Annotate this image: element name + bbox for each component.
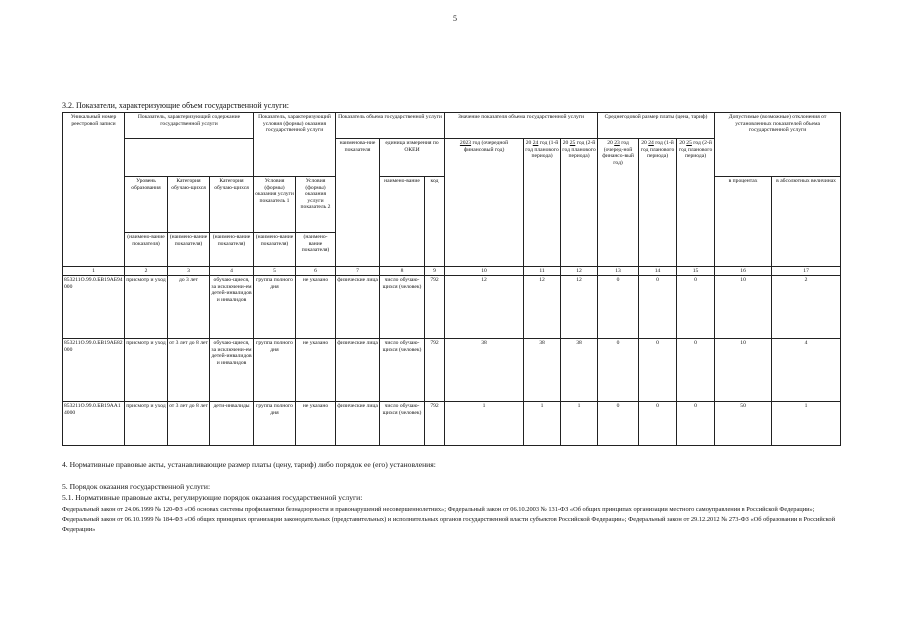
cell-student-category: от 3 лет до 8 лет <box>168 339 210 402</box>
header-unit-name: наимено-вание <box>380 177 425 267</box>
col-number: 14 <box>639 267 677 276</box>
col-number: 10 <box>445 267 524 276</box>
name-note: (наимено-вание показателя) <box>210 233 254 267</box>
section-5-1-heading: 5.1. Нормативные правовые акты, регулирующие порядок оказания государственной услуги: <box>62 493 363 502</box>
cell-value-y2: 12 <box>524 276 561 339</box>
cell-education-level: присмотр и уход <box>125 402 168 446</box>
cell-student-category-2: обучаю-щиеся, за исключени-ем детей-инвалидов и инвалидов <box>210 276 254 339</box>
header-absolute: в абсолютных величинах <box>772 177 841 267</box>
col-number: 12 <box>561 267 598 276</box>
registry-code: 853211О.99.0.БВ19АБ94000 <box>63 276 125 339</box>
cell-value-y3: 1 <box>561 402 598 446</box>
cell-indicator-name: физические лица <box>336 402 380 446</box>
header-pay-year-3 <box>677 139 715 267</box>
cell-student-category-2: дети-инвалиды <box>210 402 254 446</box>
cell-value-y3: 38 <box>561 339 598 402</box>
year-3-label: год (2-й год планового периода) <box>562 140 596 160</box>
name-note: (наимено-вание показателя) <box>296 233 336 267</box>
cell-pay-y2: 0 <box>639 402 677 446</box>
col-number: 16 <box>715 267 772 276</box>
cell-indicator-name: физические лица <box>336 276 380 339</box>
col-number: 17 <box>772 267 841 276</box>
cell-pay-y3: 0 <box>677 339 715 402</box>
cell-unit-name: число обучаю-щихся (человек) <box>380 276 425 339</box>
year-2-label: год (1-й год планового периода) <box>525 140 559 160</box>
cell-deviation-absolute: 1 <box>772 402 841 446</box>
year-prefix: 20 <box>525 140 532 146</box>
year-prefix: 20 <box>679 140 685 146</box>
name-note: (наимено-вание показателя) <box>168 233 210 267</box>
section-5-heading: 5. Порядок оказания государственной услуги: <box>62 482 211 491</box>
pay-year-1-value: 23 <box>614 140 620 146</box>
cell-value-y2: 1 <box>524 402 561 446</box>
cell-value-y3: 12 <box>561 276 598 339</box>
cell-student-category: до 3 лет <box>168 276 210 339</box>
header-avg-payment: Среднегодовой размер платы (цена, тариф) <box>598 113 715 139</box>
header-indicator-name: наименова-ние показателя <box>336 139 380 267</box>
cell-deviation-percent: 10 <box>715 339 772 402</box>
header-year-1 <box>445 139 524 267</box>
cell-pay-y1: 0 <box>598 276 639 339</box>
cell-value-y1: 12 <box>445 276 524 339</box>
col-number: 13 <box>598 267 639 276</box>
pay-year-2-label: год (1-й год планового периода) <box>640 140 675 160</box>
cell-pay-y3: 0 <box>677 402 715 446</box>
col-number: 1 <box>63 267 125 276</box>
cell-pay-y1: 0 <box>598 402 639 446</box>
header-volume-value: Значение показателя объема государственной услуги <box>445 113 598 139</box>
year-prefix: 20 <box>641 140 647 146</box>
cell-deviation-percent: 50 <box>715 402 772 446</box>
col-number: 6 <box>296 267 336 276</box>
registry-code: 853211О.99.0.БВ19АБ82000 <box>63 339 125 402</box>
cell-pay-y2: 0 <box>639 276 677 339</box>
header-allowed-deviations: Допустимые (возможные) отклонения от установленных показателей объема государственной услуги <box>715 113 841 177</box>
header-registry-number: Уникальный номер реестровой записи <box>63 113 125 267</box>
volume-indicators-table <box>62 112 841 446</box>
cell-deviation-absolute: 2 <box>772 276 841 339</box>
pay-year-3-label: год (2-й год планового периода) <box>678 140 713 160</box>
header-education-level: Уровень образования <box>125 177 168 233</box>
year-3-value: 25 <box>569 140 576 146</box>
col-number: 15 <box>677 267 715 276</box>
cell-deviation-absolute: 4 <box>772 339 841 402</box>
header-student-category: Категория обучаю-щихся <box>168 177 210 233</box>
header-unit-okei: единица измерения по ОКЕИ <box>380 139 445 177</box>
year-1-value: 23 <box>465 140 472 146</box>
column-number-row <box>63 267 841 276</box>
name-note: (наимено-вание показателя) <box>125 233 168 267</box>
cell-pay-y1: 0 <box>598 339 639 402</box>
col-number: 5 <box>254 267 296 276</box>
cell-deviation-percent: 10 <box>715 276 772 339</box>
cell-student-category-2: обучаю-щиеся, за исключени-ем детей-инвалидов и инвалидов <box>210 339 254 402</box>
cell-condition-2: не указано <box>296 339 336 402</box>
pay-year-1-label: год (очеред-ной финансо-вый год) <box>602 140 634 166</box>
header-condition-1: Условия (формы) оказания услуги показатель 1 <box>254 177 296 233</box>
cell-education-level: присмотр и уход <box>125 276 168 339</box>
cell-value-y1: 1 <box>445 402 524 446</box>
col-number: 11 <box>524 267 561 276</box>
cell-value-y1: 38 <box>445 339 524 402</box>
cell-pay-y2: 0 <box>639 339 677 402</box>
cell-unit-code: 792 <box>425 402 445 446</box>
header-year-2 <box>524 139 561 267</box>
col-number: 8 <box>380 267 425 276</box>
header-year-3 <box>561 139 598 267</box>
cell-student-category: от 3 лет до 8 лет <box>168 402 210 446</box>
cell-unit-code: 792 <box>425 276 445 339</box>
registry-code: 853211О.99.0.БВ19АА14000 <box>63 402 125 446</box>
col-number: 7 <box>336 267 380 276</box>
table-row <box>63 339 841 402</box>
col-number: 4 <box>210 267 254 276</box>
cell-value-y2: 38 <box>524 339 561 402</box>
col-number: 3 <box>168 267 210 276</box>
col-number: 9 <box>425 267 445 276</box>
cell-unit-name: число обучаю-щихся (человек) <box>380 402 425 446</box>
cell-unit-name: число обучаю-щихся (человек) <box>380 339 425 402</box>
year-prefix: 20 <box>459 140 466 146</box>
cell-condition-1: группа полного дня <box>254 402 296 446</box>
cell-condition-1: группа полного дня <box>254 276 296 339</box>
col-number: 2 <box>125 267 168 276</box>
year-prefix: 20 <box>607 140 613 146</box>
page-number: 5 <box>453 14 457 23</box>
pay-year-2-value: 24 <box>648 140 654 146</box>
cell-pay-y3: 0 <box>677 276 715 339</box>
table-row <box>63 276 841 339</box>
name-note: (наимено-вание показателя) <box>254 233 296 267</box>
header-student-category-2: Категория обучаю-щихся <box>210 177 254 233</box>
header-unit-code: код <box>425 177 445 267</box>
year-2-value: 24 <box>532 140 539 146</box>
cell-unit-code: 792 <box>425 339 445 402</box>
laws-paragraph: Федеральный закон от 24.06.1999 № 120-ФЗ «Об основах системы профилактики безнадзорности и правонарушений несовершеннолетних»; Федеральный закон от 06.10.2003 № 131-ФЗ «Об общих принципах организации местного самоуправления в Российской Федерации»; Федеральный закон от 06.10.1999 № 184-ФЗ «Об общих принципах организации законодательных (представительных) и исполнительных органов государственной власти субъектов Российской Федерации»; Федеральный закон от 29.12.2012 № 273-ФЗ «Об образовании в Российской Федерации» <box>62 506 836 533</box>
header-conditions-indicator: Показатель, характеризующий условия (формы) оказания государственной услуги <box>254 113 336 177</box>
header-content-spacer <box>125 139 254 177</box>
header-content-indicator: Показатель, характеризующий содержание государственной услуги <box>125 113 254 139</box>
header-pay-year-2 <box>639 139 677 267</box>
table-row <box>63 402 841 446</box>
pay-year-3-value: 25 <box>686 140 692 146</box>
header-percent: в процентах <box>715 177 772 267</box>
header-condition-2: Условия (формы) оказания услуги показатель 2 <box>296 177 336 233</box>
cell-education-level: присмотр и уход <box>125 339 168 402</box>
header-pay-year-1 <box>598 139 639 267</box>
header-volume-indicator: Показатель объема государственной услуги <box>336 113 445 139</box>
cell-condition-2: не указано <box>296 276 336 339</box>
section-3-2-heading: 3.2. Показатели, характеризующие объем государственной услуги: <box>62 101 289 110</box>
cell-indicator-name: физические лица <box>336 339 380 402</box>
year-1-label: год (очередной финансовый год) <box>463 140 509 153</box>
cell-condition-2: не указано <box>296 402 336 446</box>
cell-condition-1: группа полного дня <box>254 339 296 402</box>
section-4-text: 4. Нормативные правовые акты, устанавливающие размер платы (цену, тариф) либо порядок ее (его) установления: <box>62 460 436 469</box>
year-prefix: 20 <box>562 140 569 146</box>
